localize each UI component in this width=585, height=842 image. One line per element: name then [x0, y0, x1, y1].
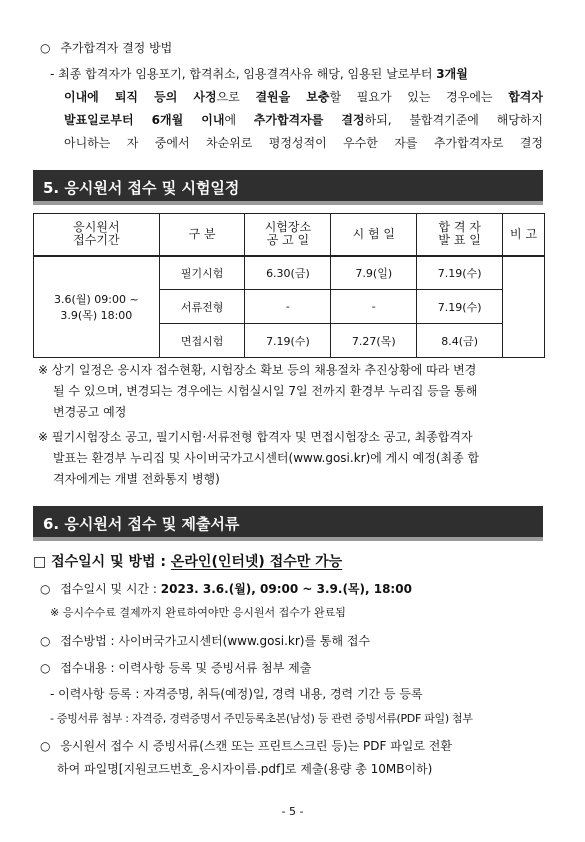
note-2-line-1: ※ 필기시험장소 공고, 필기시험·서류전형 합격자 및 면접시험장소 공고, 최종합격자 — [38, 430, 473, 444]
receipt-method-heading: □ 접수일시 및 방법 : 온라인(인터넷) 접수만 가능 — [33, 554, 343, 570]
bullet-icon: ○ — [40, 739, 51, 753]
page-number: - 5 - — [281, 805, 304, 818]
table-row — [34, 256, 545, 290]
fee-note: ※ 응시수수료 결제까지 완료하여야만 응시원서 접수가 완료됨 — [50, 606, 346, 619]
section5-banner — [33, 170, 543, 205]
header-exam-day: 시 험 일 — [331, 214, 417, 256]
header-venue: 시험장소 공 고 일 — [245, 214, 331, 256]
category-cell: 필기시험 — [159, 256, 245, 290]
document-attachment: - 증빙서류 첨부 : 자격증, 경력증명서 주민등록초본(남성) 등 관련 증빙서류(PDF 파일) 첨부 — [50, 712, 473, 725]
result-cell: 7.19(수) — [417, 256, 503, 290]
additional-pass-heading: ○ 추가합격자 결정 방법 — [40, 41, 173, 55]
receipt-method: ○ 접수방법 : 사이버국가고시센터(www.gosi.kr)를 통해 접수 — [40, 634, 371, 648]
additional-pass-line-4: 아니하는 자 중에서 차순위로 평정성적이 우수한 자를 추가합격자로 결정 — [64, 136, 543, 150]
pdf-instruction-1: ○ 응시원서 접수 시 증빙서류(스캔 또는 프린트스크린 등)는 PDF 파일로 전환 — [40, 739, 452, 753]
note-1-line-2: 될 수 있으며, 변경되는 경우에는 시험실시일 7일 전까지 환경부 누리집 등을 통해 — [53, 384, 478, 398]
exam-day-cell: 7.27(목) — [331, 324, 417, 358]
result-cell: 8.4(금) — [417, 324, 503, 358]
additional-pass-line-1: - 최종 합격자가 임용포기, 합격취소, 임용결격사유 해당, 임용된 날로부터 3개월 — [50, 67, 468, 81]
bullet-icon: ○ — [40, 41, 51, 55]
exam-day-cell: - — [331, 290, 417, 324]
note-1-line-1: ※ 상기 일정은 응시자 접수현황, 시험장소 확보 등의 채용절차 추진상황에 따라 변경 — [38, 363, 477, 377]
additional-pass-line-3: 발표일로부터 6개월 이내에 추가합격자를 결정하되, 불합격기준에 해당하지 — [64, 113, 543, 127]
category-cell: 서류전형 — [159, 290, 245, 324]
header-note: 비 고 — [503, 214, 545, 256]
period-cell: 3.6(월) 09:00 ~ 3.9(목) 18:00 — [34, 256, 160, 358]
bullet-icon: ○ — [40, 661, 51, 675]
receipt-content: ○ 접수내용 : 이력사항 등록 및 증빙서류 첨부 제출 — [40, 661, 312, 675]
header-result: 합 격 자 발 표 일 — [417, 214, 503, 256]
pdf-instruction-2: 하여 파일명[지원코드번호_응시자이름.pdf]로 제출(용량 총 10MB이하) — [57, 762, 433, 776]
venue-cell: 7.19(수) — [245, 324, 331, 358]
note-1-line-3: 변경공고 예정 — [53, 405, 127, 419]
result-cell: 7.19(수) — [417, 290, 503, 324]
schedule-table — [33, 213, 545, 358]
venue-cell: 6.30(금) — [245, 256, 331, 290]
section6-banner — [33, 506, 543, 541]
section5-title: 5. 응시원서 접수 및 시험일정 — [43, 179, 240, 197]
bullet-icon: ○ — [40, 582, 51, 596]
bullet-icon: ○ — [40, 634, 51, 648]
additional-pass-line-2: 이내에 퇴직 등의 사정으로 결원을 보충할 필요가 있는 경우에는 합격자 — [64, 90, 543, 104]
venue-cell: - — [245, 290, 331, 324]
exam-day-cell: 7.9(일) — [331, 256, 417, 290]
note-2-line-3: 격자에게는 개별 전화통지 병행) — [53, 472, 220, 486]
section6-title: 6. 응시원서 접수 및 제출서류 — [43, 515, 240, 533]
note-cell — [503, 256, 545, 358]
receipt-datetime: ○ 접수일시 및 시간 : 2023. 3.6.(월), 09:00 ~ 3.9.(목), 18:00 — [40, 582, 412, 596]
category-cell: 면접시험 — [159, 324, 245, 358]
header-category: 구 분 — [159, 214, 245, 256]
career-registration: - 이력사항 등록 : 자격증명, 취득(예정)일, 경력 내용, 경력 기간 등 등록 — [50, 687, 423, 701]
note-2-line-2: 발표는 환경부 누리집 및 사이버국가고시센터(www.gosi.kr)에 게시 예정(최종 합 — [53, 451, 480, 465]
header-period: 응시원서 접수기간 — [34, 214, 160, 256]
